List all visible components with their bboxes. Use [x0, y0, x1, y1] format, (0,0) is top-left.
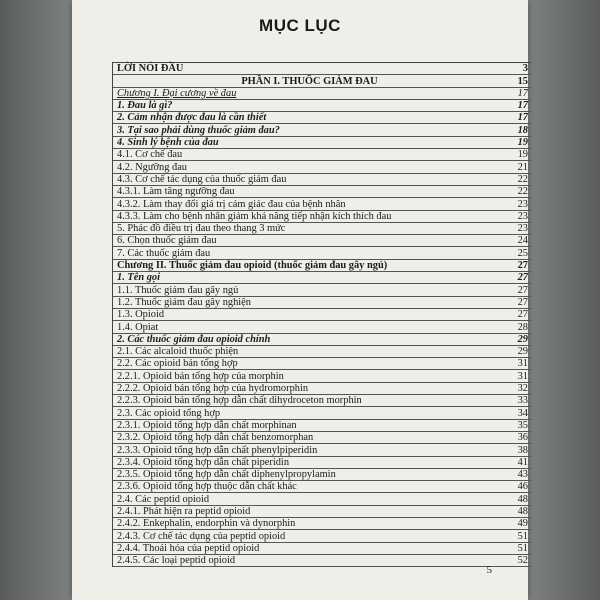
toc-entry: [113, 432, 531, 444]
toc-entry-page: 27: [517, 260, 528, 272]
toc-entry-label: 2.3.3. Opioid tổng hợp dẫn chất phenylpiperidin: [117, 444, 318, 456]
toc-entry-page: 33: [517, 395, 528, 407]
toc-entry-page: 35: [517, 419, 528, 431]
toc-entry-page: 46: [517, 481, 528, 493]
toc-entry-label: 1.1. Thuốc giảm đau gây ngủ: [117, 284, 239, 296]
toc-entry-label: 2.2.3. Opioid bán tổng hợp dẫn chất dihydroceton morphin: [117, 395, 362, 407]
toc-entry-page: 18: [517, 124, 528, 136]
toc-entry: [113, 211, 531, 223]
toc-entry-label: 4.3. Cơ chế tác dụng của thuốc giảm đau: [117, 173, 287, 185]
toc-entry-label: Chương II. Thuốc giảm đau opioid (thuốc giảm đau gây ngủ): [117, 260, 388, 272]
toc-entry-label: 1. Đau là gì?: [117, 100, 173, 112]
toc-entry-page: 17: [517, 100, 528, 112]
toc-entry: [113, 223, 531, 235]
toc-entry-page: 17: [517, 87, 528, 99]
toc-entry: [113, 235, 531, 247]
toc-entry: [113, 63, 531, 75]
toc-entry-page: 43: [517, 469, 528, 481]
toc-entry-label: 2.4.1. Phát hiện ra peptid opioid: [117, 505, 251, 517]
toc-entry-label: 4.3.1. Làm tăng ngưỡng đau: [117, 186, 235, 198]
toc-entry-page: 28: [517, 321, 528, 333]
toc-entry-label: Chương I. Đại cương về đau: [117, 87, 237, 99]
toc-entry-page: 52: [517, 555, 528, 567]
toc-entry-label: 2. Các thuốc giảm đau opioid chính: [117, 333, 271, 345]
toc-entry: [113, 543, 531, 555]
toc-entry: [113, 309, 531, 321]
page-number: 5: [486, 564, 492, 576]
toc-entry-label: 4. Sinh lý bệnh của đau: [117, 137, 219, 149]
toc-entry-label: 2.4.5. Các loại peptid opioid: [117, 555, 236, 567]
toc-entry-page: 38: [517, 444, 528, 456]
toc-entry-label: 2.4.3. Cơ chế tác dụng của peptid opioid: [117, 530, 286, 542]
toc-entry-label: 6. Chọn thuốc giảm đau: [117, 235, 217, 247]
toc-entry-page: 3: [522, 63, 528, 75]
toc-entry-page: 49: [517, 518, 528, 530]
toc-entry-page: 27: [517, 296, 528, 308]
toc-entry-page: 41: [517, 456, 528, 468]
toc-entry-label: 2.3.6. Opioid tổng hợp thuộc dẫn chất khác: [117, 481, 297, 493]
toc-entry-page: 31: [517, 370, 528, 382]
toc-entry-page: 19: [517, 137, 528, 149]
toc-entry-page: 27: [517, 309, 528, 321]
toc-entry-label: 4.3.3. Làm cho bệnh nhân giảm khả năng tiếp nhận kích thích đau: [117, 210, 392, 222]
toc-entry: [113, 346, 531, 358]
toc-entry-label: 2.3.4. Opioid tổng hợp dẫn chất piperidin: [117, 456, 290, 468]
toc-entry: [113, 88, 531, 100]
toc-entry-label: 2.3.1. Opioid tổng hợp dẫn chất morphinan: [117, 419, 297, 431]
toc-entry-label: LỜI NÓI ĐẦU: [117, 63, 184, 75]
toc-entry-page: 36: [517, 432, 528, 444]
toc-entry-page: 22: [517, 173, 528, 185]
toc-entry-page: 34: [517, 407, 528, 419]
toc-entry-label: 2. Cảm nhận được đau là cần thiết: [117, 112, 267, 124]
toc-entry-page: 19: [517, 149, 528, 161]
toc-entry-label: 1.3. Opioid: [117, 309, 165, 321]
toc-entry-page: 23: [517, 223, 528, 235]
toc-entry: [113, 174, 531, 186]
toc-entry-page: 29: [517, 346, 528, 358]
toc-entry: [113, 457, 531, 469]
page-title: MỤC LỤC: [259, 16, 341, 35]
toc-entry-page: 31: [517, 358, 528, 370]
toc-entry-label: 2.2.2. Opioid bán tổng hợp của hydromorphin: [117, 383, 309, 395]
toc-entry-label: 3. Tại sao phải dùng thuốc giảm đau?: [117, 124, 280, 136]
toc-entry-label: 2.3.2. Opioid tổng hợp dẫn chất benzomorphan: [117, 432, 314, 444]
toc-entry-page: 23: [517, 198, 528, 210]
toc-entry-page: 17: [517, 112, 528, 124]
toc-entry: [113, 493, 531, 505]
toc-entry: [113, 444, 531, 456]
toc-entry: [113, 395, 531, 407]
toc-entry: [113, 383, 531, 395]
toc-entry: [113, 186, 531, 198]
toc-entry-label: 2.4. Các peptid opioid: [117, 493, 210, 505]
toc-entry-label: 2.4.2. Enkephalin, endorphin và dynorphin: [117, 518, 296, 530]
toc-entry-label: 4.1. Cơ chế đau: [117, 149, 183, 161]
toc-entry: [113, 247, 531, 259]
toc-entry-page: 51: [517, 542, 528, 554]
toc-entry: [113, 260, 531, 272]
toc-entry: [113, 161, 531, 173]
toc-entry: [113, 137, 531, 149]
toc-entry-label: 1.4. Opiat: [117, 321, 159, 333]
toc-entry-page: 27: [517, 284, 528, 296]
toc-entry-page: 21: [517, 161, 528, 173]
toc-entry-label: 1.2. Thuốc giảm đau gây nghiện: [117, 296, 251, 308]
toc-entry-label: 2.1. Các alcaloid thuốc phiện: [117, 346, 239, 358]
toc-entry-page: 25: [517, 247, 528, 259]
table-of-contents: [112, 62, 531, 567]
toc-entry: [113, 506, 531, 518]
toc-entry: [113, 407, 531, 419]
toc-entry: [113, 75, 531, 87]
toc-entry-page: 48: [517, 493, 528, 505]
toc-entry: [113, 481, 531, 493]
toc-entry-page: 22: [517, 186, 528, 198]
toc-entry-page: 24: [517, 235, 528, 247]
toc-entry-page: 48: [517, 505, 528, 517]
toc-entry: [113, 112, 531, 124]
toc-entry: [113, 124, 531, 136]
toc-entry: [113, 297, 531, 309]
toc-entry-page: 29: [517, 333, 528, 345]
toc-entry: [113, 420, 531, 432]
toc-entry-label: 2.2. Các opioid bán tổng hợp: [117, 358, 238, 370]
toc-entry: [113, 100, 531, 112]
toc-entry-label: 2.4.4. Thoái hóa của peptid opioid: [117, 542, 260, 554]
toc-entry-label: 1. Tên gọi: [117, 272, 161, 284]
toc-entry-page: 23: [517, 210, 528, 222]
toc-entry-label: 2.2.1. Opioid bán tổng hợp của morphin: [117, 370, 284, 382]
toc-entry: [113, 284, 531, 296]
toc-entry: [113, 530, 531, 542]
toc-entry-label: 7. Các thuốc giảm đau: [117, 247, 211, 259]
table-surface: [528, 0, 600, 600]
toc-entry-label: 2.3.5. Opioid tổng hợp dẫn chất diphenylpropylamin: [117, 469, 336, 481]
toc-entry: [113, 321, 531, 333]
toc-entry: [113, 469, 531, 481]
toc-entry: [113, 198, 531, 210]
toc-entry-page: 27: [517, 272, 528, 284]
book-spine-shadow: [0, 0, 72, 600]
toc-entry-label: PHẦN I. THUỐC GIẢM ĐAU: [241, 75, 378, 87]
toc-entry-page: 15: [517, 75, 528, 87]
toc-entry-page: 51: [517, 530, 528, 542]
toc-entry-label: 5. Phác đồ điều trị đau theo thang 3 mức: [117, 223, 286, 235]
toc-entry: [113, 358, 531, 370]
toc-entry-label: 2.3. Các opioid tổng hợp: [117, 407, 221, 419]
toc-entry: [113, 518, 531, 530]
toc-entry-page: 32: [517, 383, 528, 395]
document-page: [72, 0, 528, 600]
toc-entry: [113, 272, 531, 284]
toc-entry-label: 4.3.2. Làm thay đổi giá trị cảm giác đau của bệnh nhân: [117, 198, 346, 210]
toc-entry: [113, 370, 531, 382]
toc-entry-label: 4.2. Ngưỡng đau: [117, 161, 187, 173]
toc-entry: [113, 149, 531, 161]
toc-entry: [113, 334, 531, 346]
toc-entry: [113, 555, 531, 567]
